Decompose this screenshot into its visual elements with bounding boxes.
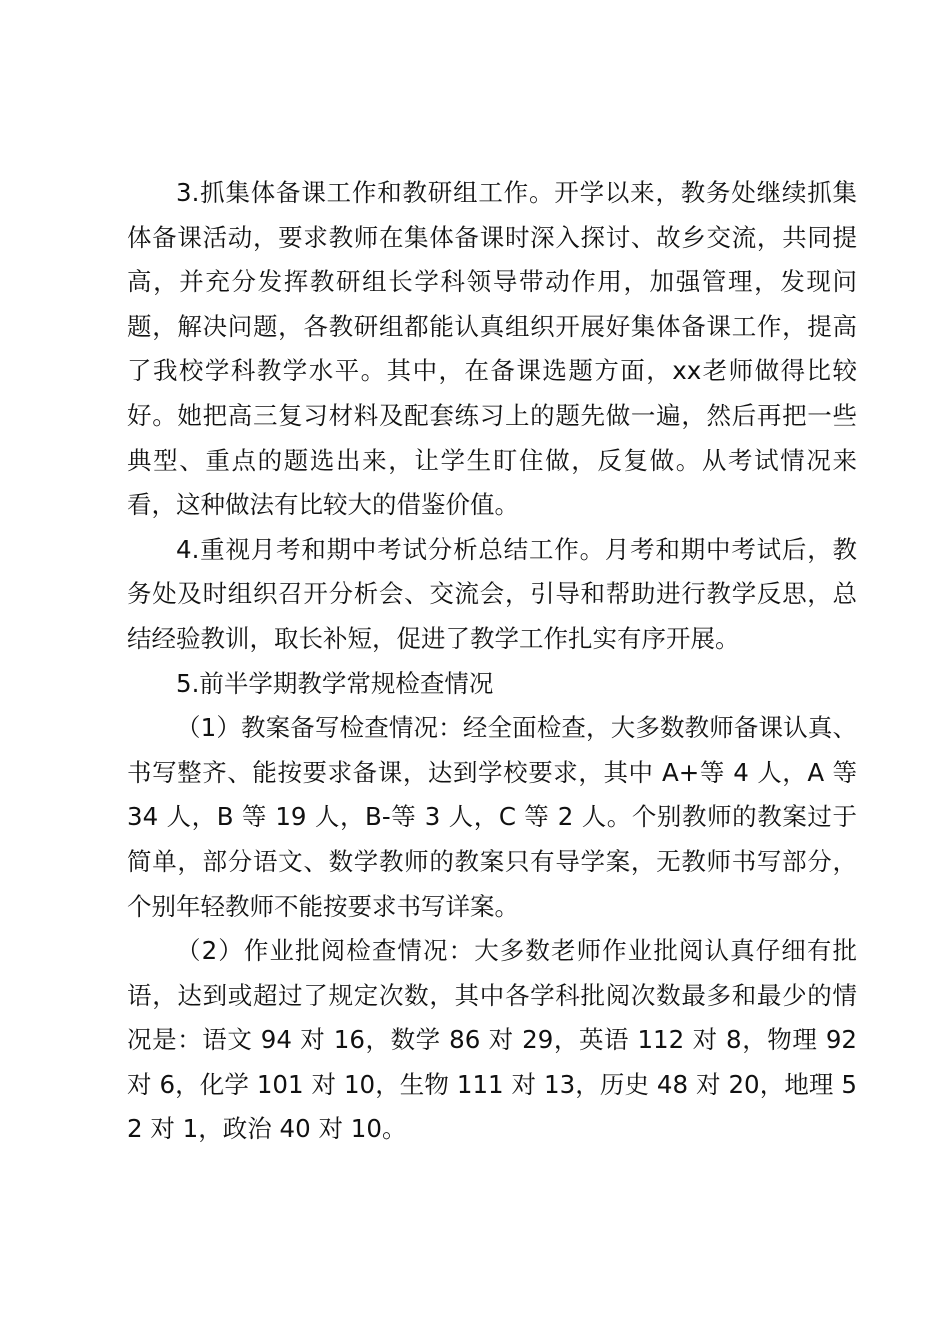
paragraph-routine-check-heading: 5.前半学期教学常规检查情况	[176, 668, 494, 698]
paragraph-homework-check: （2）作业批阅检查情况：大多数老师作业批阅认真仔细有批语，达到或超过了规定次数，其中各学科批阅次数最多和最少的情况是：语文 94 对 16，数学 86 对 29，英语 112 对 8，物理 92 对 6，化学 101 对 10，生物 111 对 13，历史 48 对 20，地理 52 对 1，政治 40 对 10。	[127, 936, 857, 1144]
paragraph-lesson-prep: 3.抓集体备课工作和教研组工作。开学以来，教务处继续抓集体备课活动，要求教师在集体备课时深入探讨、故乡交流，共同提高，并充分发挥教研组长学科领导带动作用，加强管理，发现问题，解决问题，各教研组都能认真组织开展好集体备课工作，提高了我校学科教学水平。其中，在备课选题方面，xx老师做得比较好。她把高三复习材料及配套练习上的题先做一遍，然后再把一些典型、重点的题选出来，让学生盯住做，反复做。从考试情况来看，这种做法有比较大的借鉴价值。	[127, 178, 857, 520]
document-body	[127, 171, 857, 1152]
paragraph-lesson-plan-check: （1）教案备写检查情况：经全面检查，大多数教师备课认真、书写整齐、能按要求备课，达到学校要求，其中 A+等 4 人，A 等 34 人，B 等 19 人，B-等 3 人，C 等 2 人。个别教师的教案过于简单，部分语文、数学教师的教案只有导学案，无教师书写部分，个别年轻教师不能按要求书写详案。	[127, 713, 857, 921]
paragraph-exam-analysis: 4.重视月考和期中考试分析总结工作。月考和期中考试后，教务处及时组织召开分析会、交流会，引导和帮助进行教学反思，总结经验教训，取长补短，促进了教学工作扎实有序开展。	[127, 534, 857, 653]
